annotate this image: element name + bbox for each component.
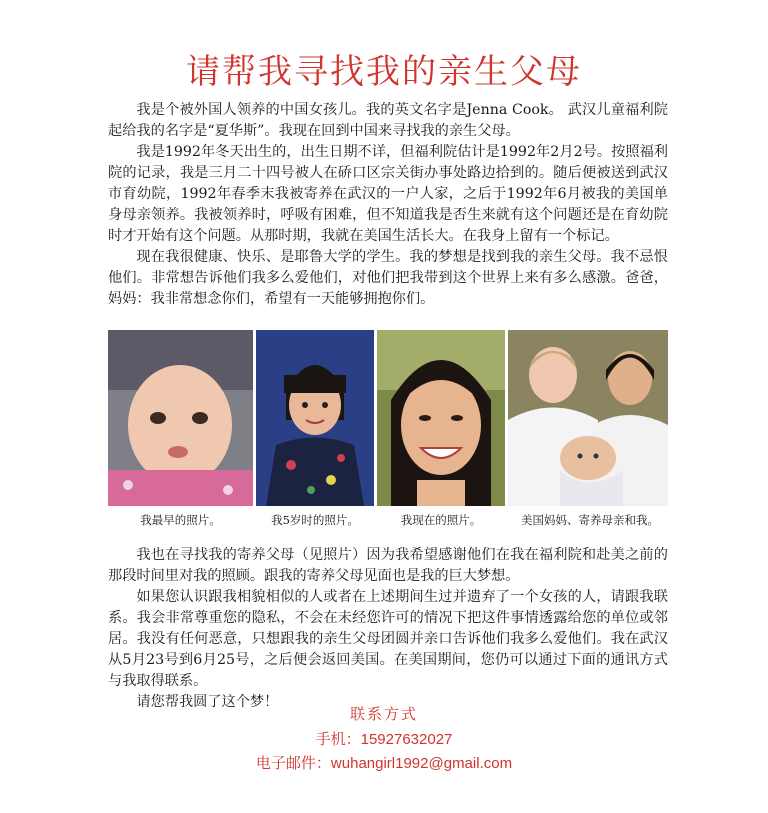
paragraph: 我是1992年冬天出生的，出生日期不详，但福利院估计是1992年2月2号。按照福利院的记录，我是三月二十四号被人在硚口区宗关街办事处路边拾到的。随后便被送到武汉市育幼院，1992年春季末我被寄养在武汉的一户人家，之后于1992年6月被我的美国单身母亲领养。我被领养时，呼吸有困难，但不知道我是否生来就有这个问题还是在育幼院时才开始有这个问题。从那时期，我就在美国生活长大。在我身上留有一个标记。	[108, 144, 668, 244]
photo-caption: 美国妈妈、寄养母亲和我。	[521, 513, 659, 527]
contact-phone: 手机：15927632027	[315, 731, 453, 748]
current-photo	[377, 330, 505, 506]
photo-caption: 我5岁时的照片。	[271, 513, 359, 527]
intro-text	[108, 100, 668, 310]
contact-email: 电子邮件：wuhangirl1992@gmail.com	[255, 755, 513, 772]
family-photo	[508, 330, 668, 506]
paragraph: 如果您认识跟我相貌相似的人或者在上述期间生过并遗弃了一个女孩的人，请跟我联系。我会非常尊重您的隐私，不会在未经您许可的情况下把这件事情透露给您的单位或邻居。我没有任何恶意，只想跟我的亲生父母团圆并亲口告诉他们我多么爱他们。我在武汉从5月23号到6月25号，之后便会返回美国。在美国期间，您仍可以通过下面的通讯方式与我取得联系。	[108, 589, 668, 689]
baby-photo	[108, 330, 253, 506]
photo-caption: 我现在的照片。	[400, 513, 482, 527]
page-title: 请帮我寻找我的亲生父母	[186, 52, 582, 92]
paragraph: 我也在寻找我的寄养父母（见照片）因为我希望感谢他们在我在福利院和赴美之前的那段时间里对我的照顾。跟我的寄养父母见面也是我的巨大梦想。	[108, 547, 668, 584]
photo-caption: 我最早的照片。	[140, 513, 221, 527]
appeal-text	[108, 545, 668, 713]
paragraph: 我是个被外国人领养的中国女孩儿。我的英文名字是Jenna Cook。 武汉儿童福利院起给我的名字是“夏华斯”。我现在回到中国来寻找我的亲生父母。	[108, 102, 668, 139]
paragraph: 现在我很健康、快乐、是耶鲁大学的学生。我的梦想是找到我的亲生父母。我不忌恨他们。非常想告诉他们我多么爱他们，对他们把我带到这个世界上来有多么感激。爸爸，妈妈：我非常想念你们，希望有一天能够拥抱你们。	[108, 249, 668, 307]
photo-strip	[108, 330, 668, 506]
contact-heading: 联系方式	[349, 705, 418, 723]
paragraph: 请您帮我圆了这个梦！	[136, 694, 279, 710]
age-five-photo	[256, 330, 374, 506]
